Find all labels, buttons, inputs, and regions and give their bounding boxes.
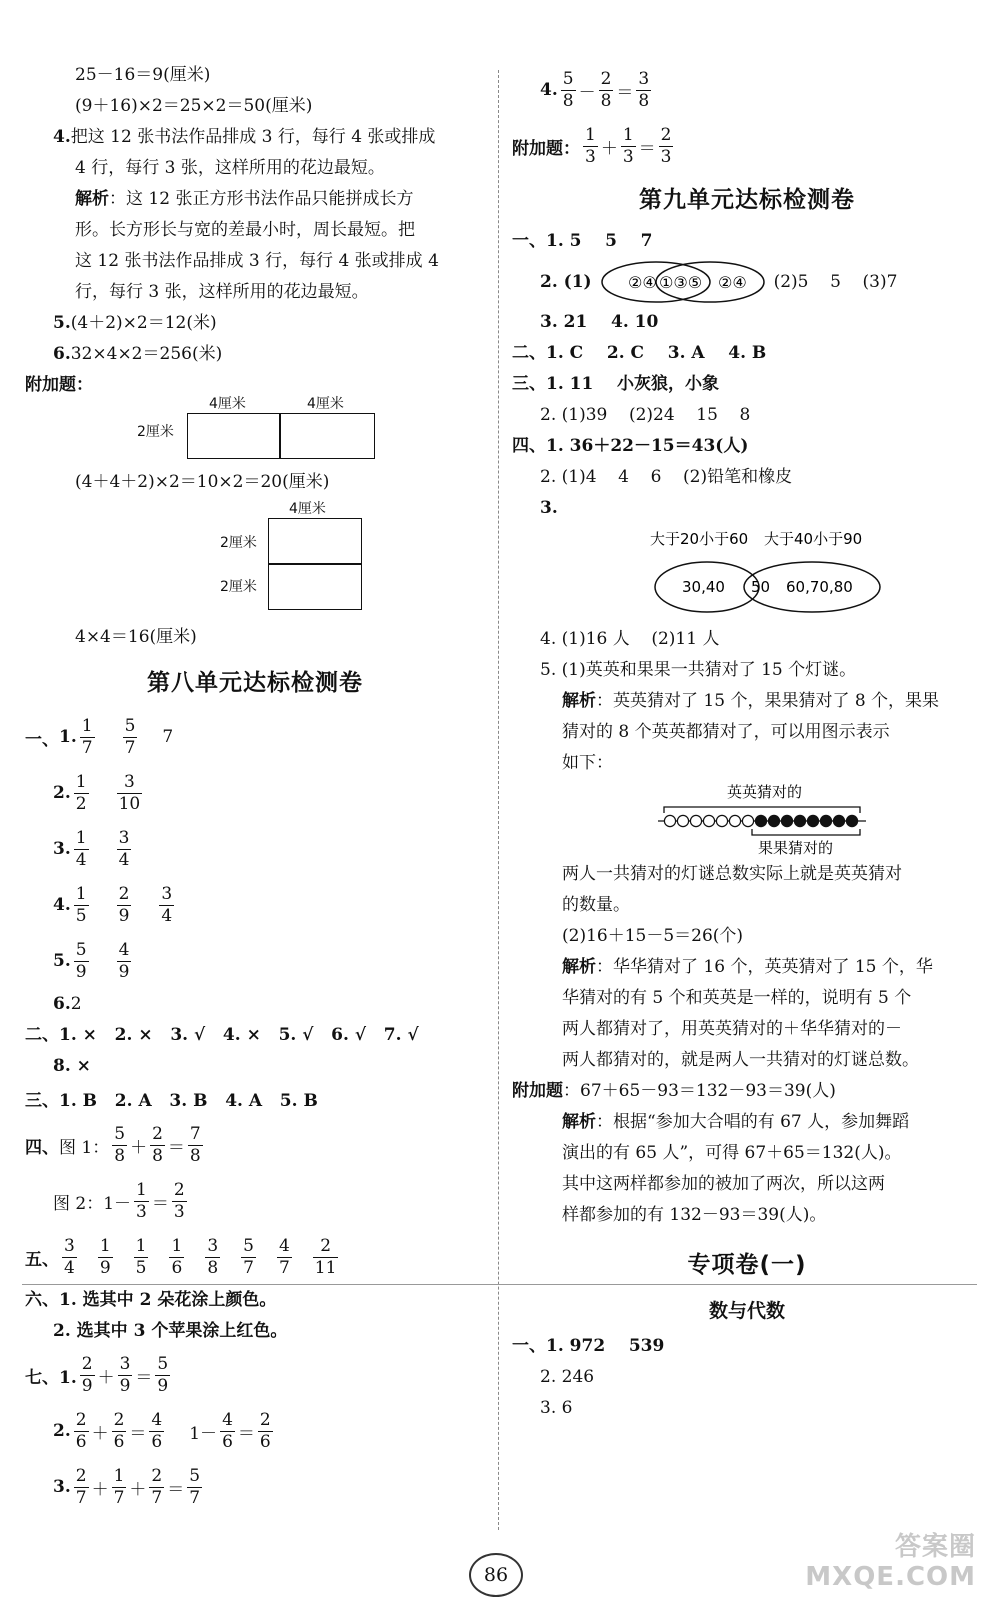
rectangle-diagram-2: [25, 500, 485, 618]
page-number: 86: [469, 1553, 523, 1597]
bead: [794, 815, 805, 826]
analysis: 解析：华华猜对了 16 个，英英猜对了 15 个，华: [562, 957, 933, 977]
question-4: 4.把这 12 张书法作品排成 3 行，每行 4 张或排成: [53, 127, 436, 147]
extra-question-label: 附加题：: [25, 375, 93, 395]
u9-s4-5: 5. (1)英英和果果一共猜对了 15 个灯谜。: [540, 660, 857, 680]
u8-section7-3: 3. $\frac{2}{7}$ ＋ $\frac{1}{7}$ ＋ $\frac{2}{7}$ ＝ $\frac{5}{7}$: [53, 1465, 201, 1508]
formula: 4×4＝16(厘米): [75, 627, 197, 647]
venn-diagram-1: [598, 259, 768, 305]
fraction: $\frac{2}{11}$: [314, 1235, 337, 1278]
venn1-left-text: ②④: [627, 273, 657, 292]
watermark: 答案圈 MXQE.COM: [805, 1532, 976, 1592]
bead: [703, 815, 714, 826]
venn2-label-left: 大于20小于60: [650, 530, 749, 548]
fraction: $\frac{5}{7}$: [243, 1235, 254, 1278]
bead: [690, 815, 701, 826]
sp-q3: 3. 6: [540, 1398, 573, 1418]
bead: [664, 815, 675, 826]
u9-s4-2: 2. (1)4 4 6 (2)铅笔和橡皮: [540, 467, 793, 487]
u8-section7-2: 2. $\frac{2}{6}$ ＋ $\frac{2}{6}$ ＝ $\frac{4}{6}$ 1－ $\frac{4}{6}$ ＝ $\frac{2}{6}$: [53, 1409, 271, 1452]
dim-label: 4厘米: [307, 396, 344, 412]
text-line: 25－16＝9(厘米): [75, 65, 211, 85]
u8-q6: 6.2: [53, 994, 82, 1014]
bead: [820, 815, 831, 826]
u8-q5: 5. $\frac{5}{9}$ $\frac{4}{9}$: [53, 939, 130, 982]
u8-section4-fig2: 图 2：1－ $\frac{1}{3}$ ＝ $\frac{2}{3}$: [53, 1179, 185, 1222]
analysis: 解析：英英猜对了 15 个，果果猜对了 8 个，果果: [562, 691, 940, 711]
square-top: [268, 518, 362, 565]
question-5: 5.(4＋2)×2＝12(米): [53, 313, 217, 333]
venn1-mid-text: ①③⑤: [658, 273, 702, 292]
fraction: $\frac{5}{7}$: [124, 715, 136, 758]
u8-section2: 二、1. × 2. × 3. √ 4. × 5. √ 6. √ 7. √: [25, 1025, 419, 1045]
right-extra: 附加题： $\frac{1}{3}$ ＋ $\frac{1}{3}$ ＝ $\frac{2}{3}$: [512, 124, 672, 167]
special-title: 专项卷(一): [687, 1252, 807, 1278]
bead: [729, 815, 740, 826]
venn2-right-text: 60,70,80: [786, 578, 853, 596]
dim-label: 4厘米: [289, 501, 326, 517]
u9-s4-1: 四、1. 36＋22－15＝43(人): [512, 436, 749, 456]
text-line: (9＋16)×2＝25×2＝50(厘米): [75, 96, 313, 116]
bead: [755, 815, 766, 826]
square-right: [279, 413, 375, 459]
bead: [677, 815, 688, 826]
text-line: (2)16＋15－5＝26(个): [562, 926, 744, 946]
bead: [768, 815, 779, 826]
bead: [742, 815, 753, 826]
column-divider: [498, 70, 499, 1530]
venn2-mid-text: 50: [751, 578, 771, 596]
right-column: [512, 62, 982, 1424]
fraction: $\frac{1}{9}$: [99, 1235, 111, 1278]
bead-label-top: 英英猜对的: [727, 783, 803, 801]
fraction: $\frac{4}{7}$: [278, 1235, 290, 1278]
u8-section5: 五、 $\frac{3}{4}$ $\frac{1}{9}$ $\frac{1}{5}$ $\frac{1}{6}$ $\frac{3}{8}$ $\frac{5}{7}$ $\frac{4}{7}$ $\frac{2}{11}$: [25, 1235, 337, 1278]
text-line: 两人一共猜对的灯谜总数实际上就是英英猜对: [562, 864, 902, 884]
text-line: 两人都猜对了，用英英猜对的＋华华猜对的－: [562, 1019, 902, 1039]
u9-s3-1: 三、1. 11 小灰狼，小象: [512, 374, 719, 394]
u8-q4: 4. $\frac{1}{5}$ $\frac{2}{9}$ $\frac{3}{4}$: [53, 883, 173, 926]
formula: (4＋4＋2)×2＝10×2＝20(厘米): [75, 472, 330, 492]
bead: [781, 815, 792, 826]
text-line: 两人都猜对的，就是两人一共猜对的灯谜总数。: [562, 1050, 919, 1070]
square-bottom: [268, 563, 362, 610]
text-line: 行，每行 3 张，这样所用的花边最短。: [75, 282, 369, 302]
fraction: $\frac{1}{6}$: [171, 1235, 183, 1278]
analysis: 解析：根据“参加大合唱的有 67 人，参加舞蹈: [562, 1112, 910, 1132]
u9-s4-4: 4. (1)16 人 (2)11 人: [540, 629, 720, 649]
text-line: 样都参加的有 132－93＝39(人)。: [562, 1205, 827, 1225]
venn-diagram-2: [512, 524, 982, 624]
square-left: [187, 413, 281, 459]
bead: [833, 815, 844, 826]
question-6: 6.32×4×2＝256(米): [53, 344, 223, 364]
bead-label-bottom: 果果猜对的: [758, 839, 834, 857]
u8-section6-2: 2. 选其中 3 个苹果涂上红色。: [53, 1321, 288, 1341]
text-line: 其中这两样都参加的被加了两次，所以这两: [562, 1174, 885, 1194]
bead: [846, 815, 857, 826]
u9-extra: 附加题：67＋65－93＝132－93＝39(人): [512, 1081, 836, 1101]
u9-s1-3: 3. 21 4. 10: [540, 312, 659, 332]
u9-s4-3: 3.: [540, 498, 558, 518]
dim-label: 2厘米: [220, 579, 257, 595]
u9-s2: 二、1. C 2. C 3. A 4. B: [512, 343, 767, 363]
rectangle-diagram-1: [25, 396, 485, 461]
unit8-title: 第八单元达标检测卷: [147, 670, 363, 696]
u8-section3: 三、1. B 2. A 3. B 4. A 5. B: [25, 1091, 318, 1111]
fraction: $\frac{1}{5}$: [135, 1235, 147, 1278]
text-line: 这 12 张书法作品排成 3 行，每行 4 张或排成 4: [75, 251, 439, 271]
venn2-left-text: 30,40: [682, 578, 725, 596]
u9-s3-2: 2. (1)39 (2)24 15 8: [540, 405, 751, 425]
u8-q2: 2. $\frac{1}{2}$ $\frac{3}{10}$: [53, 771, 141, 814]
text-line: 形。长方形长与宽的差最小时，周长最短。把: [75, 220, 415, 240]
analysis: 解析：这 12 张正方形书法作品只能拼成长方: [75, 189, 414, 209]
text-line: 演出的有 65 人”，可得 67＋65＝132(人)。: [562, 1143, 902, 1163]
right-q4: 4. $\frac{5}{8}$ － $\frac{2}{8}$ ＝ $\frac{3}{8}$: [540, 68, 650, 111]
dim-label: 4厘米: [209, 396, 246, 412]
left-column: [25, 60, 485, 1515]
text-line: 4 行，每行 3 张，这样所用的花边最短。: [75, 158, 385, 178]
fraction: $\frac{3}{4}$: [64, 1235, 75, 1278]
fraction: $\frac{1}{7}$: [81, 715, 93, 758]
sp-q1: 一、1. 972 539: [512, 1336, 665, 1356]
bead: [716, 815, 727, 826]
special-subtitle: 数与代数: [708, 1300, 785, 1322]
venn1-right-text: ②④: [717, 273, 747, 292]
sp-q2: 2. 246: [540, 1367, 595, 1387]
dim-label: 2厘米: [137, 424, 174, 440]
text-line: 华猜对的有 5 个和英英是一样的，说明有 5 个: [562, 988, 912, 1008]
u8-section7-1: 七、1. $\frac{2}{9}$ ＋ $\frac{3}{9}$ ＝ $\frac{5}{9}$: [25, 1353, 169, 1396]
text-line: 的数量。: [562, 895, 630, 915]
u9-s1-1: 一、1. 5 5 7: [512, 231, 653, 251]
u8-section2-q8: 8. ×: [53, 1056, 91, 1076]
unit9-title: 第九单元达标检测卷: [639, 187, 855, 213]
venn2-label-right: 大于40小于90: [764, 530, 863, 548]
text-line: 如下：: [562, 753, 613, 773]
u8-q3: 3. $\frac{1}{4}$ $\frac{3}{4}$: [53, 827, 130, 870]
u8-section6-1: 六、1. 选其中 2 朵花涂上颜色。: [25, 1290, 277, 1310]
bead-diagram: [512, 779, 982, 859]
text-line: 猜对的 8 个英英都猜对了，可以用图示表示: [562, 722, 890, 742]
u9-s1-2: 2. (1) ②④ ①③⑤ ②④ (2)5 5 (3)7: [512, 257, 982, 307]
dim-label: 2厘米: [220, 535, 257, 551]
fraction: $\frac{3}{8}$: [207, 1235, 219, 1278]
u8-section4-fig1: 四、 图 1： $\frac{5}{8}$ ＋ $\frac{2}{8}$ ＝ $\frac{7}{8}$: [25, 1123, 201, 1166]
u8-q1: 一、 1. $\frac{1}{7}$ $\frac{5}{7}$ 7: [25, 715, 174, 758]
bead: [807, 815, 818, 826]
